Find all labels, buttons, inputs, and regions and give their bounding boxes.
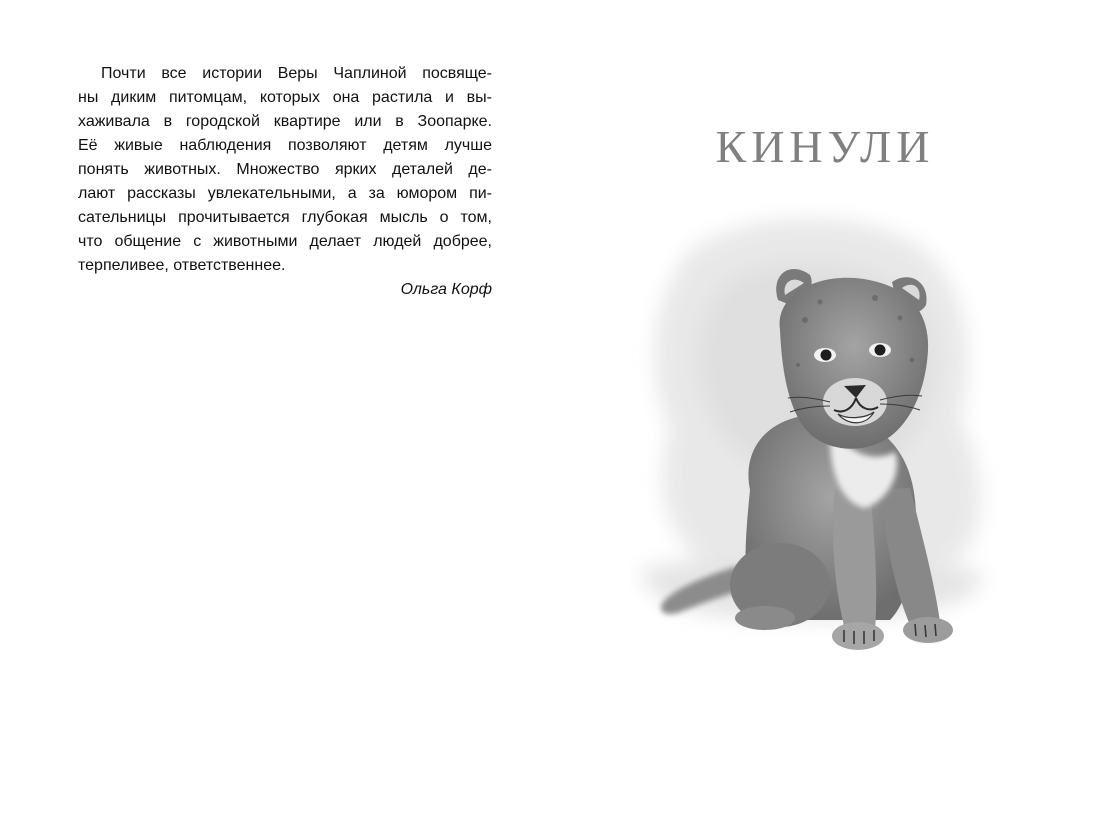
blurb-line: понять животных. Множество ярких деталей де- (78, 161, 492, 178)
blurb-author: Ольга Корф (400, 281, 492, 298)
blurb-line: ны диким питомцам, которых она растила и вы- (78, 89, 492, 106)
lion-cub-illustration (630, 190, 1010, 670)
blurb-line: Её живые наблюдения позволяют детям лучше (78, 137, 492, 154)
blurb-line: хаживала в городской квартире или в Зоопарке. (78, 113, 492, 130)
blurb-line: что общение с животными делает людей добрее, (78, 233, 492, 250)
blurb-line: лают рассказы увлекательными, а за юмором пи- (78, 185, 492, 202)
blurb-text (78, 62, 492, 302)
book-title: КИНУЛИ (715, 121, 935, 172)
blurb-line: сательницы прочитывается глубокая мысль о том, (78, 209, 492, 226)
right-page (550, 0, 1100, 825)
blurb-line: Почти все истории Веры Чаплиной посвяще- (101, 65, 492, 82)
blurb-line: терпеливее, ответственнее. (78, 257, 286, 274)
